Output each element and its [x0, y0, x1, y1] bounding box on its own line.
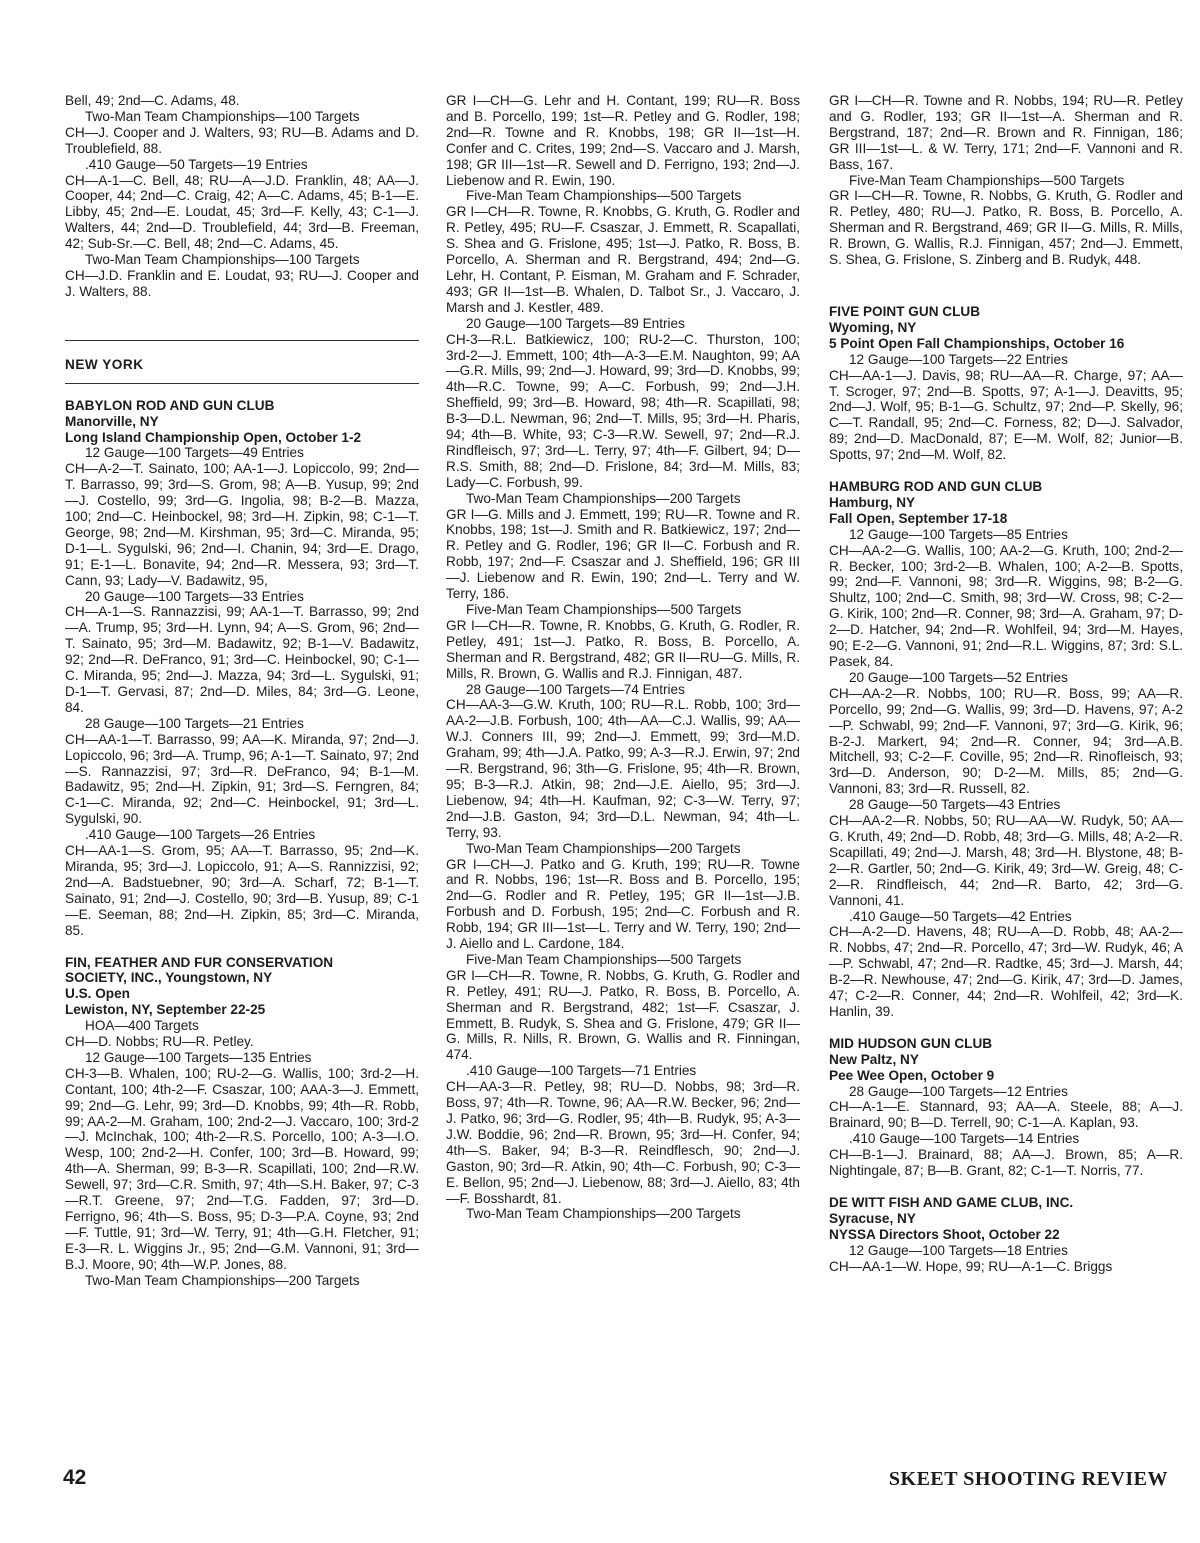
event-heading: Two-Man Team Championships—200 Targets	[85, 1272, 360, 1288]
page-number: 42	[63, 1466, 87, 1489]
event-heading: Two-Man Team Championships—200 Targets	[466, 840, 741, 856]
results-paragraph: CH—AA-2—G. Wallis, 100; AA-2—G. Kruth, 100; 2nd-2—R. Becker, 100; 3rd-2—B. Whalen, 100; A-2—B. Spotts, 99; 2nd—F. Vannoni, 98; 3rd—R. Wiggins, 98; B-2—G. Shultz, 100; 2nd—C. Smith, 98; 3rd—W. Cross, 98; C-2—G. Kirik, 100; 2nd—R. Conner, 98; 3rd—A. Graham, 97; D-2—D. Hatcher, 94; 2nd—R. Wohlfeil, 94; 3rd—M. Hayes, 90; E-2—G. Vannoni, 91; 2nd—R.L. Wiggins, 87; 3rd: S.L. Pasek, 84.	[829, 542, 1183, 669]
event-heading: 28 Gauge—100 Targets—12 Entries	[849, 1083, 1068, 1099]
event-heading: HOA—400 Targets	[85, 1018, 199, 1034]
event-heading: Five-Man Team Championships—500 Targets	[466, 951, 742, 967]
results-paragraph: GR I—CH—J. Patko and G. Kruth, 199; RU—R. Towne and R. Nobbs, 196; 1st—R. Boss and B. Porcello, 195; 2nd—G. Rodler and R. Petley, 195; GR II—1st—J.B. Forbush and D. Forbush, 195; 2nd—C. Forbush and R. Robb, 194; GR III—1st—L. Terry and W. Terry, 190; 2nd—J. Aiello and L. Cardone, 184.	[446, 856, 800, 952]
event-heading: .410 Gauge—100 Targets—71 Entries	[466, 1063, 697, 1079]
results-paragraph: CH—J.D. Franklin and E. Loudat, 93; RU—J. Cooper and J. Walters, 88.	[65, 267, 419, 299]
club-name: BABYLON ROD AND GUN CLUB	[65, 397, 275, 413]
state-heading: NEW YORK	[65, 356, 144, 372]
event-name: Fall Open, September 17-18	[829, 510, 1008, 526]
event-name: Lewiston, NY, September 22-25	[65, 1002, 266, 1018]
event-heading: 12 Gauge—100 Targets—22 Entries	[849, 351, 1068, 367]
event-heading: .410 Gauge—50 Targets—19 Entries	[85, 156, 308, 172]
event-heading: 12 Gauge—100 Targets—18 Entries	[849, 1242, 1068, 1258]
event-heading: Two-Man Team Championships—100 Targets	[85, 108, 360, 124]
results-paragraph: GR I—CH—G. Lehr and H. Contant, 199; RU—R. Boss and B. Porcello, 199; 1st—R. Petley and G. Rodler, 198; 2nd—R. Towne and R. Knobbs, 198; GR II—1st—H. Confer and C. Crites, 199; 2nd—S. Vaccaro and J. Marsh, 198; GR III—1st—R. Sewell and D. Ferrigno, 193; 2nd—J. Liebenow and R. Ewin, 190.	[446, 93, 800, 188]
results-paragraph: GR I—CH—R. Towne, R. Nobbs, G. Kruth, G. Rodler and R. Petley, 491; RU—J. Patko, R. Boss, B. Porcello, A. Sherman and R. Bergstrand, 482; 1st—F. Csaszar, J. Emmett, B. Rudyk, S. Shea and G. Frislone, 479; GR II—G. Mills, R. Nills, R. Brown, G. Wallis and R. Finningan, 474.	[446, 967, 800, 1063]
club-location: New Paltz, NY	[829, 1051, 919, 1067]
event-heading: Two-Man Team Championships—200 Targets	[466, 1206, 741, 1222]
club-name: DE WITT FISH AND GAME CLUB, INC.	[829, 1195, 1074, 1210]
event-heading: Five-Man Team Championships—500 Targets	[466, 188, 742, 204]
event-heading: Five-Man Team Championships—500 Targets	[466, 602, 742, 617]
results-paragraph: CH—AA-1—J. Davis, 98; RU—AA—R. Charge, 97; AA—T. Scroger, 97; 2nd—B. Spotts, 97; A-1—J. Deavitts, 95; 2nd—J. Wolf, 95; B-1—G. Schultz, 97; 2nd—P. Skelly, 96; C—T. Randall, 95; 2nd—C. Forness, 82; D—J. Salvador, 89; 2nd—D. MacDonald, 87; E—M. Wolf, 82; Junior—B. Spotts, 97; 2nd—M. Wolf, 82.	[829, 367, 1183, 463]
results-paragraph: GR I—CH—R. Towne, R. Knobbs, G. Kruth, G. Rodler, R. Petley, 491; 1st—J. Patko, R. Boss, B. Porcello, A. Sherman and R. Bergstrand, 482; GR II—RU—G. Mills, R. Mills, R. Brown, G. Wallis and R.J. Finnigan, 487.	[446, 617, 800, 681]
column-2	[446, 93, 800, 1222]
results-paragraph: CH—D. Nobbs; RU—R. Petley.	[65, 1034, 254, 1050]
club-name: SOCIETY, INC., Youngstown, NY	[65, 970, 273, 986]
event-heading: .410 Gauge—50 Targets—42 Entries	[849, 908, 1072, 924]
results-paragraph: CH-3—R.L. Batkiewicz, 100; RU-2—C. Thurston, 100; 3rd-2—J. Emmett, 100; 4th—A-3—E.M. Naughton, 99; AA—G.R. Mills, 99; 2nd—J. Howard, 99; 3rd—D. Knobbs, 99; 4th—R.C. Towne, 99; A—C. Forbush, 99; 2nd—J.H. Sheffield, 99; 3rd—B. Howard, 98; 4th—R. Scapillati, 98; B-3—D.L. Newman, 96; 2nd—T. Mills, 95; 3rd—H. Pharis, 94; 4th—B. White, 93; C-3—R.W. Sewell, 97; 2nd—R.J. Rindfleisch, 97; 3rd—L. Terry, 97; 4th—F. Gilbert, 94; D—R.S. Smith, 88; 2nd—D. Frislone, 84; 3rd—M. Mills, 83; Lady—C. Forbush, 99.	[446, 331, 800, 490]
results-paragraph: CH—AA-1—T. Barrasso, 99; AA—K. Miranda, 97; 2nd—J. Lopiccolo, 96; 3rd—A. Trump, 96; A-1—T. Sainato, 97; 2nd—S. Rannazzisi, 97; 3rd—R. DeFranco, 94; B-1—M. Badawitz, 95; 2nd—H. Zipkin, 91; 3rd—S. Ferngren, 84; C-1—C. Miranda, 92; 2nd—C. Heinbockel, 91; 3rd—L. Sygulski, 90.	[65, 731, 419, 827]
results-paragraph: CH—A-2—D. Havens, 48; RU—A—D. Robb, 48; AA-2—R. Nobbs, 47; 2nd—R. Porcello, 47; 3rd—W. Rudyk, 46; A—P. Schwabl, 47; 2nd—R. Radtke, 45; 3rd—J. Marsh, 44; B-2—R. Newhouse, 47; 2nd—G. Kirik, 47; 3rd—D. James, 47; C-2—R. Conner, 44; 2nd—R. Wohlfeil, 42; 3rd—K. Hanlin, 39.	[829, 924, 1183, 1019]
results-paragraph: GR I—CH—R. Towne, R. Nobbs, G. Kruth, G. Rodler and R. Petley, 480; RU—J. Patko, R. Boss, B. Porcello, A. Sherman and R. Bergstrand, 469; GR II—G. Mills, R. Mills, R. Brown, G. Wallis, R.J. Finnigan, 457; 2nd—J. Emmett, S. Shea, G. Frislone, S. Zinberg and B. Rudyk, 448.	[829, 188, 1183, 268]
club-name: FIN, FEATHER AND FUR CONSERVATION	[65, 954, 334, 970]
club-location: Hamburg, NY	[829, 494, 916, 510]
results-paragraph: CH—A-2—T. Sainato, 100; AA-1—J. Lopiccolo, 99; 2nd—T. Barrasso, 99; 3rd—S. Grom, 98; A—B. Yusup, 99; 2nd—J. Costello, 99; 3rd—G. Ingolia, 98; B-2—B. Mazza, 100; 2nd—C. Heinbockel, 98; 3rd—H. Zipkin, 98; C-1—T. George, 98; 2nd—M. Kirshman, 95; 3rd—C. Miranda, 95; D-1—L. Sygulski, 96; 2nd—I. Chanin, 94; 3rd—E. Drago, 91; E-1—L. Bonavite, 94; 2nd—R. Messera, 93; 3rd—T. Cann, 93; Lady—V. Badawitz, 95,	[65, 461, 419, 588]
magazine-title: SKEET SHOOTING REVIEW	[888, 1468, 1168, 1490]
event-heading: .410 Gauge—100 Targets—26 Entries	[85, 827, 316, 843]
results-paragraph: CH—AA-1—W. Hope, 99; RU—A-1—C. Briggs	[829, 1258, 1113, 1274]
results-paragraph: CH—J. Cooper and J. Walters, 93; RU—B. Adams and D. Troublefield, 88.	[65, 124, 419, 156]
results-paragraph: CH—A-1—E. Stannard, 93; AA—A. Steele, 88; A—J. Brainard, 90; B—D. Terrell, 90; C-1—A. Kaplan, 93.	[829, 1099, 1183, 1131]
results-paragraph: CH—AA-1—S. Grom, 95; AA—T. Barrasso, 95; 2nd—K. Miranda, 95; 3rd—J. Lopiccolo, 91; A—S. Rannizzisi, 92; 2nd—A. Badstuebner, 90; 3rd—A. Scharf, 72; B-1—T. Sainato, 91; 2nd—J. Costello, 90; 3rd—B. Yusup, 89; C-1—E. Seeman, 88; 2nd—H. Zipkin, 85; 3rd—C. Miranda, 85.	[65, 843, 419, 938]
event-heading: Five-Man Team Championships—500 Targets	[849, 172, 1125, 188]
results-paragraph: CH—B-1—J. Brainard, 88; AA—J. Brown, 85; A—R. Nightingale, 87; B—B. Grant, 82; C-1—T. Norris, 77.	[829, 1147, 1183, 1179]
event-heading: Two-Man Team Championships—100 Targets	[85, 252, 360, 268]
results-paragraph: CH-3—B. Whalen, 100; RU-2—G. Wallis, 100; 3rd-2—H. Contant, 100; 4th-2—F. Csaszar, 100; AAA-3—J. Emmett, 99; 2nd—G. Lehr, 99; 3rd—D. Knobbs, 99; 4th—R. Robb, 99; AA-2—M. Graham, 100; 2nd-2—J. Vaccaro, 100; 3rd-2 —J. McInchak, 100; 4th-2—R.S. Porcello, 100; A-3—I.O. Wesp, 100; 2nd-2—H. Confer, 100; 3rd—B. Howard, 99; 4th—A. Sherman, 99; B-3—R. Scapillati, 100; 2nd—R.W. Sewell, 97; 3rd—C.R. Smith, 97; 4th—S.H. Baker, 97; C-3—R.T. Greene, 97; 2nd—T.G. Fadden, 97; 3rd—D. Ferrigno, 96; 4th—S. Boss, 95; D-3—P.A. Coyne, 93; 2nd—F. Tuttle, 91; 3rd—W. Terry, 91; 4th—G.H. Fletcher, 91; E-3—R. L. Wiggins Jr., 95; 2nd—G.M. Vannoni, 91; 3rd—B.J. Moore, 90; 4th—W.P. Jones, 88.	[65, 1065, 419, 1272]
club-location: Manorville, NY	[65, 413, 159, 429]
event-name: Pee Wee Open, October 9	[829, 1067, 995, 1083]
club-location: Wyoming, NY	[829, 319, 917, 335]
event-heading: 20 Gauge—100 Targets—52 Entries	[849, 669, 1068, 685]
event-name: NYSSA Directors Shoot, October 22	[829, 1226, 1060, 1242]
results-paragraph: CH—AA-3—R. Petley, 98; RU—D. Nobbs, 98; 3rd—R. Boss, 97; 4th—R. Towne, 96; AA—R.W. Becker, 96; 2nd—J. Patko, 96; 3rd—G. Rodler, 95; 4th—B. Rudyk, 95; A-3—J.W. Boddie, 96; 2nd—R. Brown, 95; 3rd—H. Confer, 94; 4th—S. Baker, 94; B-3—R. Reindflesch, 90; 2nd—J. Gaston, 90; 3rd—R. Atkin, 90; 4th—C. Forbush, 90; C-3—E. Bellon, 95; 2nd—J. Liebenow, 88; 3rd—J. Aiello, 83; 4th—F. Bosshardt, 81.	[446, 1079, 800, 1206]
results-paragraph: CH—AA-2—R. Nobbs, 100; RU—R. Boss, 99; AA—R. Porcello, 99; 2nd—G. Wallis, 99; 3rd—D. Havens, 97; A-2—P. Schwabl, 99; 2nd—F. Vannoni, 97; 3rd—G. Kirik, 96; B-2-J. Markert, 94; 2nd—R. Conner, 94; 3rd—A.B. Mitchell, 93; C-2—F. Coville, 95; 2nd—R. Rinofleisch, 93; 3rd—D. Anderson, 90; D-2—M. Mills, 85; 2nd—G. Vannoni, 83; 3rd—R. Russell, 82.	[829, 685, 1183, 797]
results-paragraph: GR I—CH—R. Towne, R. Knobbs, G. Kruth, G. Rodler and R. Petley, 495; RU—F. Csaszar, J. Emmett, R. Scapallati, S. Shea and G. Frislone, 495; 1st—J. Patko, R. Boss, B. Porcello, A. Sherman and R. Bergstrand, 494; 2nd—G. Lehr, H. Contant, P. Eisman, M. Graham and F. Schrader, 493; GR II—1st—B. Whalen, D. Talbot Sr., J. Vaccaro, J. Marsh and J. Kestler, 489.	[446, 204, 800, 315]
column-3	[829, 93, 1183, 1275]
event-heading: 20 Gauge—100 Targets—89 Entries	[466, 315, 685, 331]
club-name: FIVE POINT GUN CLUB	[829, 303, 981, 319]
results-paragraph: CH—A-1—S. Rannazzisi, 99; AA-1—T. Barrasso, 99; 2nd—A. Trump, 95; 3rd—H. Lynn, 94; A—S. Grom, 96; 2nd—T. Sainato, 95; 3rd—M. Badawitz, 92; B-1—V. Badawitz, 92; 2nd—R. DeFranco, 91; 3rd—C. Heinbockel, 90; C-1—C. Miranda, 95; 2nd—J. Mazza, 94; 3rd—L. Sygulski, 91; D-1—T. Gervasi, 87; 2nd—D. Miles, 84; 3rd—G. Leone, 84.	[65, 604, 419, 715]
event-name: Long Island Championship Open, October 1-2	[65, 429, 362, 445]
event-heading: Two-Man Team Championships—200 Targets	[466, 490, 741, 506]
event-heading: 12 Gauge—100 Targets—49 Entries	[85, 445, 304, 461]
results-paragraph: CH—A-1—C. Bell, 48; RU—A—J.D. Franklin, 48; AA—J. Cooper, 44; 2nd—C. Craig, 42; A—C. Adams, 45; B-1—E. Libby, 45; 2nd—E. Loudat, 45; 3rd—F. Kelly, 43; C-1—J. Walters, 44; 2nd—D. Troublefield, 44; 3rd—B. Freeman, 42; Sub-Sr.—C. Bell, 48; 2nd—C. Adams, 45.	[65, 172, 419, 252]
club-location: Syracuse, NY	[829, 1210, 916, 1226]
results-paragraph: GR I—CH—R. Towne and R. Nobbs, 194; RU—R. Petley and G. Rodler, 193; GR II—1st—A. Sherman and R. Bergstrand, 187; 2nd—R. Brown and R. Finnigan, 186; GR III—1st—L. & W. Terry, 171; 2nd—F. Vannoni and R. Bass, 167.	[829, 93, 1183, 172]
event-heading: 28 Gauge—50 Targets—43 Entries	[849, 797, 1061, 813]
results-paragraph: GR I—G. Mills and J. Emmett, 199; RU—R. Towne and R. Knobbs, 198; 1st—J. Smith and R. Batkiewicz, 197; 2nd—R. Petley and G. Rodler, 196; GR II—C. Forbush and R. Robb, 197; 2nd—F. Csaszar and J. Sheffield, 196; GR III—J. Liebenow and R. Ewin, 190; 2nd—L. Terry and W. Terry, 186.	[446, 506, 800, 602]
results-paragraph: Bell, 49; 2nd—C. Adams, 48.	[65, 93, 240, 108]
results-paragraph: CH—AA-2—R. Nobbs, 50; RU—AA—W. Rudyk, 50; AA—G. Kruth, 49; 2nd—D. Robb, 48; 3rd—G. Mills, 48; A-2—R. Scapillati, 49; 2nd—J. Marsh, 48; 3rd—H. Blystone, 48; B-2—R. Gartler, 50; 2nd—G. Kirik, 49; 3rd—W. Greig, 48; C-2—R. Rindfleisch, 44; 2nd—R. Barto, 42; 3rd—G. Vannoni, 41.	[829, 813, 1183, 908]
event-heading: 12 Gauge—100 Targets—135 Entries	[85, 1049, 312, 1065]
event-heading: 28 Gauge—100 Targets—21 Entries	[85, 715, 304, 731]
event-heading: .410 Gauge—100 Targets—14 Entries	[849, 1131, 1080, 1147]
event-name: U.S. Open	[65, 986, 130, 1002]
club-name: MID HUDSON GUN CLUB	[829, 1035, 993, 1051]
column-1	[65, 93, 419, 1289]
results-paragraph: CH—AA-3—G.W. Kruth, 100; RU—R.L. Robb, 100; 3rd—AA-2—J.B. Forbush, 100; 4th—AA—C.J. Wallis, 99; AA—W.J. Conners III, 99; 2nd—J. Emmett, 99; 3rd—M.D. Graham, 99; 4th—J.A. Patko, 99; A-3—R.J. Erwin, 97; 2nd—R. Bergstrand, 96; 3th—G. Frislone, 95; 4th—R. Brown, 95; B-3—R.J. Atkin, 98; 2nd—J.E. Aiello, 95; 3rd—J. Liebenow, 94; 4th—H. Kaufman, 92; C-3—W. Terry, 97; 2nd—J.B. Gaston, 94; 3rd—D.L. Newman, 94; 4th—L. Terry, 93.	[446, 697, 800, 840]
club-name: HAMBURG ROD AND GUN CLUB	[829, 479, 1043, 495]
event-heading: 28 Gauge—100 Targets—74 Entries	[466, 681, 685, 697]
event-name: 5 Point Open Fall Championships, October 16	[829, 335, 1125, 351]
event-heading: 12 Gauge—100 Targets—85 Entries	[849, 526, 1068, 542]
event-heading: 20 Gauge—100 Targets—33 Entries	[85, 588, 304, 604]
